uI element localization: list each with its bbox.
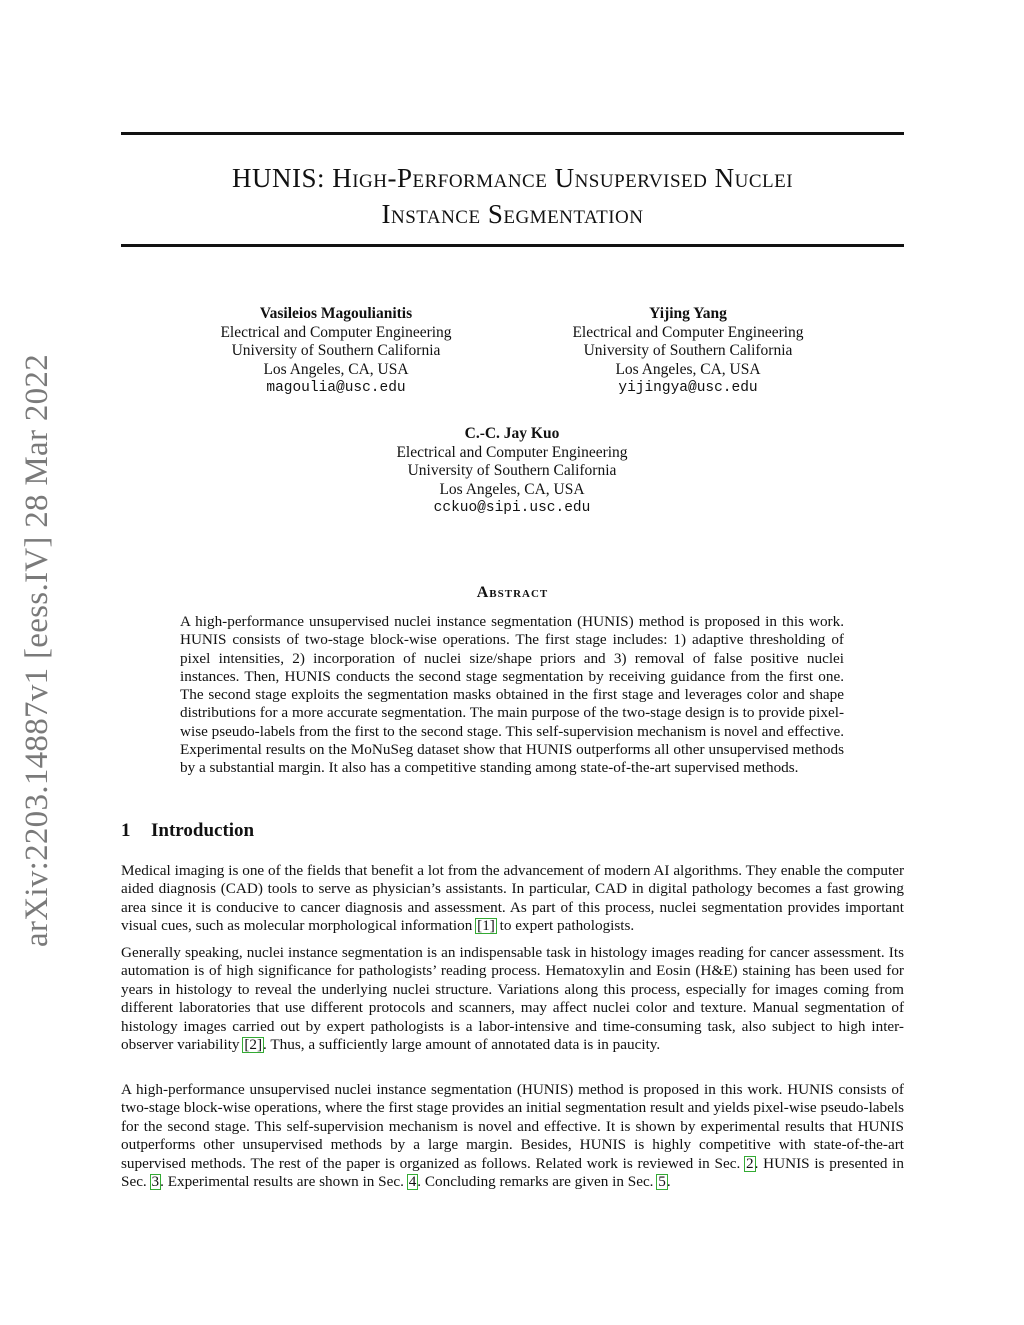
author-university: University of Southern California bbox=[583, 342, 793, 359]
paragraph-text: . bbox=[666, 1173, 671, 1191]
arxiv-stamp-text: arXiv:2203.14887v1 [eess.IV] 28 Mar 2022 bbox=[19, 353, 56, 947]
author-university: University of Southern California bbox=[407, 462, 617, 479]
author-location: Los Angeles, CA, USA bbox=[615, 360, 761, 378]
paragraph-text: . HUNIS is presented in Sec. bbox=[121, 1154, 904, 1191]
author-email[interactable]: yijingya@usc.edu bbox=[618, 380, 758, 396]
title-line-1: HUNIS: High-Performance Unsupervised Nuclei bbox=[231, 163, 794, 193]
paragraph-text: to expert pathologists. bbox=[495, 917, 635, 935]
author-affiliation: Electrical and Computer Engineering bbox=[220, 323, 452, 341]
author-block bbox=[372, 425, 652, 518]
author-affiliation: Electrical and Computer Engineering bbox=[572, 323, 804, 341]
paragraph-text: Medical imaging is one of the fields that benefit a lot from the advancement of modern AI algorithms. They enable the computer aided diagnosis (CAD) tools to serve as physician’s assistants. In particular, CAD in digital pathology becomes a fast growing area since it is conducive to cancer diagnosis and assessment. As part of this process, nuclei segmentation provides important visual cues, such as molecular morphological information bbox=[121, 862, 904, 935]
section-link[interactable]: 2 bbox=[746, 1154, 754, 1172]
section-title: Introduction bbox=[151, 820, 255, 841]
section-link[interactable]: 3 bbox=[151, 1173, 160, 1191]
intro-paragraph-1 bbox=[121, 862, 904, 936]
arxiv-stamp bbox=[14, 345, 62, 955]
intro-paragraph-3 bbox=[121, 1081, 904, 1191]
abstract-text: A high-performance unsupervised nuclei instance segmentation (HUNIS) method is proposed in this work. HUNIS consists of two-stage block-wise operations. The first stage includes: 1) adaptive thresholding of pixel intensities, 2) incorporation of nuclei size/shape priors and 3) removal of false positive nuclei instances. Then, HUNIS conducts the second stage segmentation by receiving guidance from the first one. The second stage exploits the segmentation masks obtained in the first stage and leverages color and shape distributions for a more accurate segmentation. The main purpose of the two-stage design is to provide pixel-wise pseudo-labels from the first to the second stage. This self-supervision mechanism is novel and effective. Experimental results on the MoNuSeg dataset show that HUNIS outperforms all other unsupervised methods by a substantial margin. It also has a competitive standing among state-of-the-art supervised methods. bbox=[180, 613, 844, 777]
author-affiliation: Electrical and Computer Engineering bbox=[396, 443, 628, 461]
abstract-heading: Abstract bbox=[476, 584, 549, 601]
section-number: 1 bbox=[121, 820, 131, 841]
author-block bbox=[196, 305, 476, 398]
paragraph-text: . Thus, a sufficiently large amount of annotated data is in paucity. bbox=[263, 1036, 661, 1054]
citation-link[interactable]: [2] bbox=[244, 1036, 263, 1054]
intro-paragraph-2 bbox=[121, 944, 904, 1054]
section-heading bbox=[121, 820, 254, 842]
paragraph-text: . Concluding remarks are given in Sec. bbox=[417, 1173, 658, 1191]
section-link[interactable]: 5 bbox=[658, 1173, 666, 1191]
title-bottom-rule bbox=[121, 244, 904, 247]
title-line-2: Instance Segmentation bbox=[381, 199, 644, 229]
citation-link[interactable]: [1] bbox=[477, 917, 495, 935]
paper-title bbox=[121, 160, 904, 232]
author-location: Los Angeles, CA, USA bbox=[439, 480, 585, 498]
author-block bbox=[548, 305, 828, 398]
author-name: Vasileios Magoulianitis bbox=[259, 305, 413, 322]
author-university: University of Southern California bbox=[231, 342, 441, 359]
author-email[interactable]: cckuo@sipi.usc.edu bbox=[433, 500, 591, 516]
title-top-rule bbox=[121, 132, 904, 135]
paragraph-text: . Experimental results are shown in Sec. bbox=[160, 1173, 408, 1191]
section-link[interactable]: 4 bbox=[408, 1173, 417, 1191]
author-email[interactable]: magoulia@usc.edu bbox=[266, 380, 406, 396]
paragraph-text: Generally speaking, nuclei instance segmentation is an indispensable task in histology images reading for cancer assessment. Its automation is of high significance for pathologists’ reading process. Hematoxylin and Eosin (H&E) staining has been used for years in histology to reveal the underlying nuclei structure. Variations along this process, especially for images coming from different laboratories that use different protocols and scanners, may affect nuclei color and texture. Manual segmentation of histology images carried out by expert pathologists is a labor-intensive and time-consuming task, also subject to high inter-observer variability bbox=[121, 944, 904, 1054]
author-name: Yijing Yang bbox=[649, 305, 727, 322]
paragraph-text: A high-performance unsupervised nuclei instance segmentation (HUNIS) method is proposed in this work. HUNIS consists of two-stage block-wise operations, where the first stage provides an initial segmentation result and yields pixel-wise pseudo-labels for the second stage. This self-supervision mechanism is novel and effective. It is shown by experimental results that HUNIS outperforms other unsupervised methods by a large margin. Besides, HUNIS is highly competitive with state-of-the-art supervised methods. The rest of the paper is organized as follows. Related work is reviewed in Sec. bbox=[121, 1081, 904, 1172]
author-name: C.-C. Jay Kuo bbox=[464, 425, 560, 442]
author-location: Los Angeles, CA, USA bbox=[263, 360, 409, 378]
